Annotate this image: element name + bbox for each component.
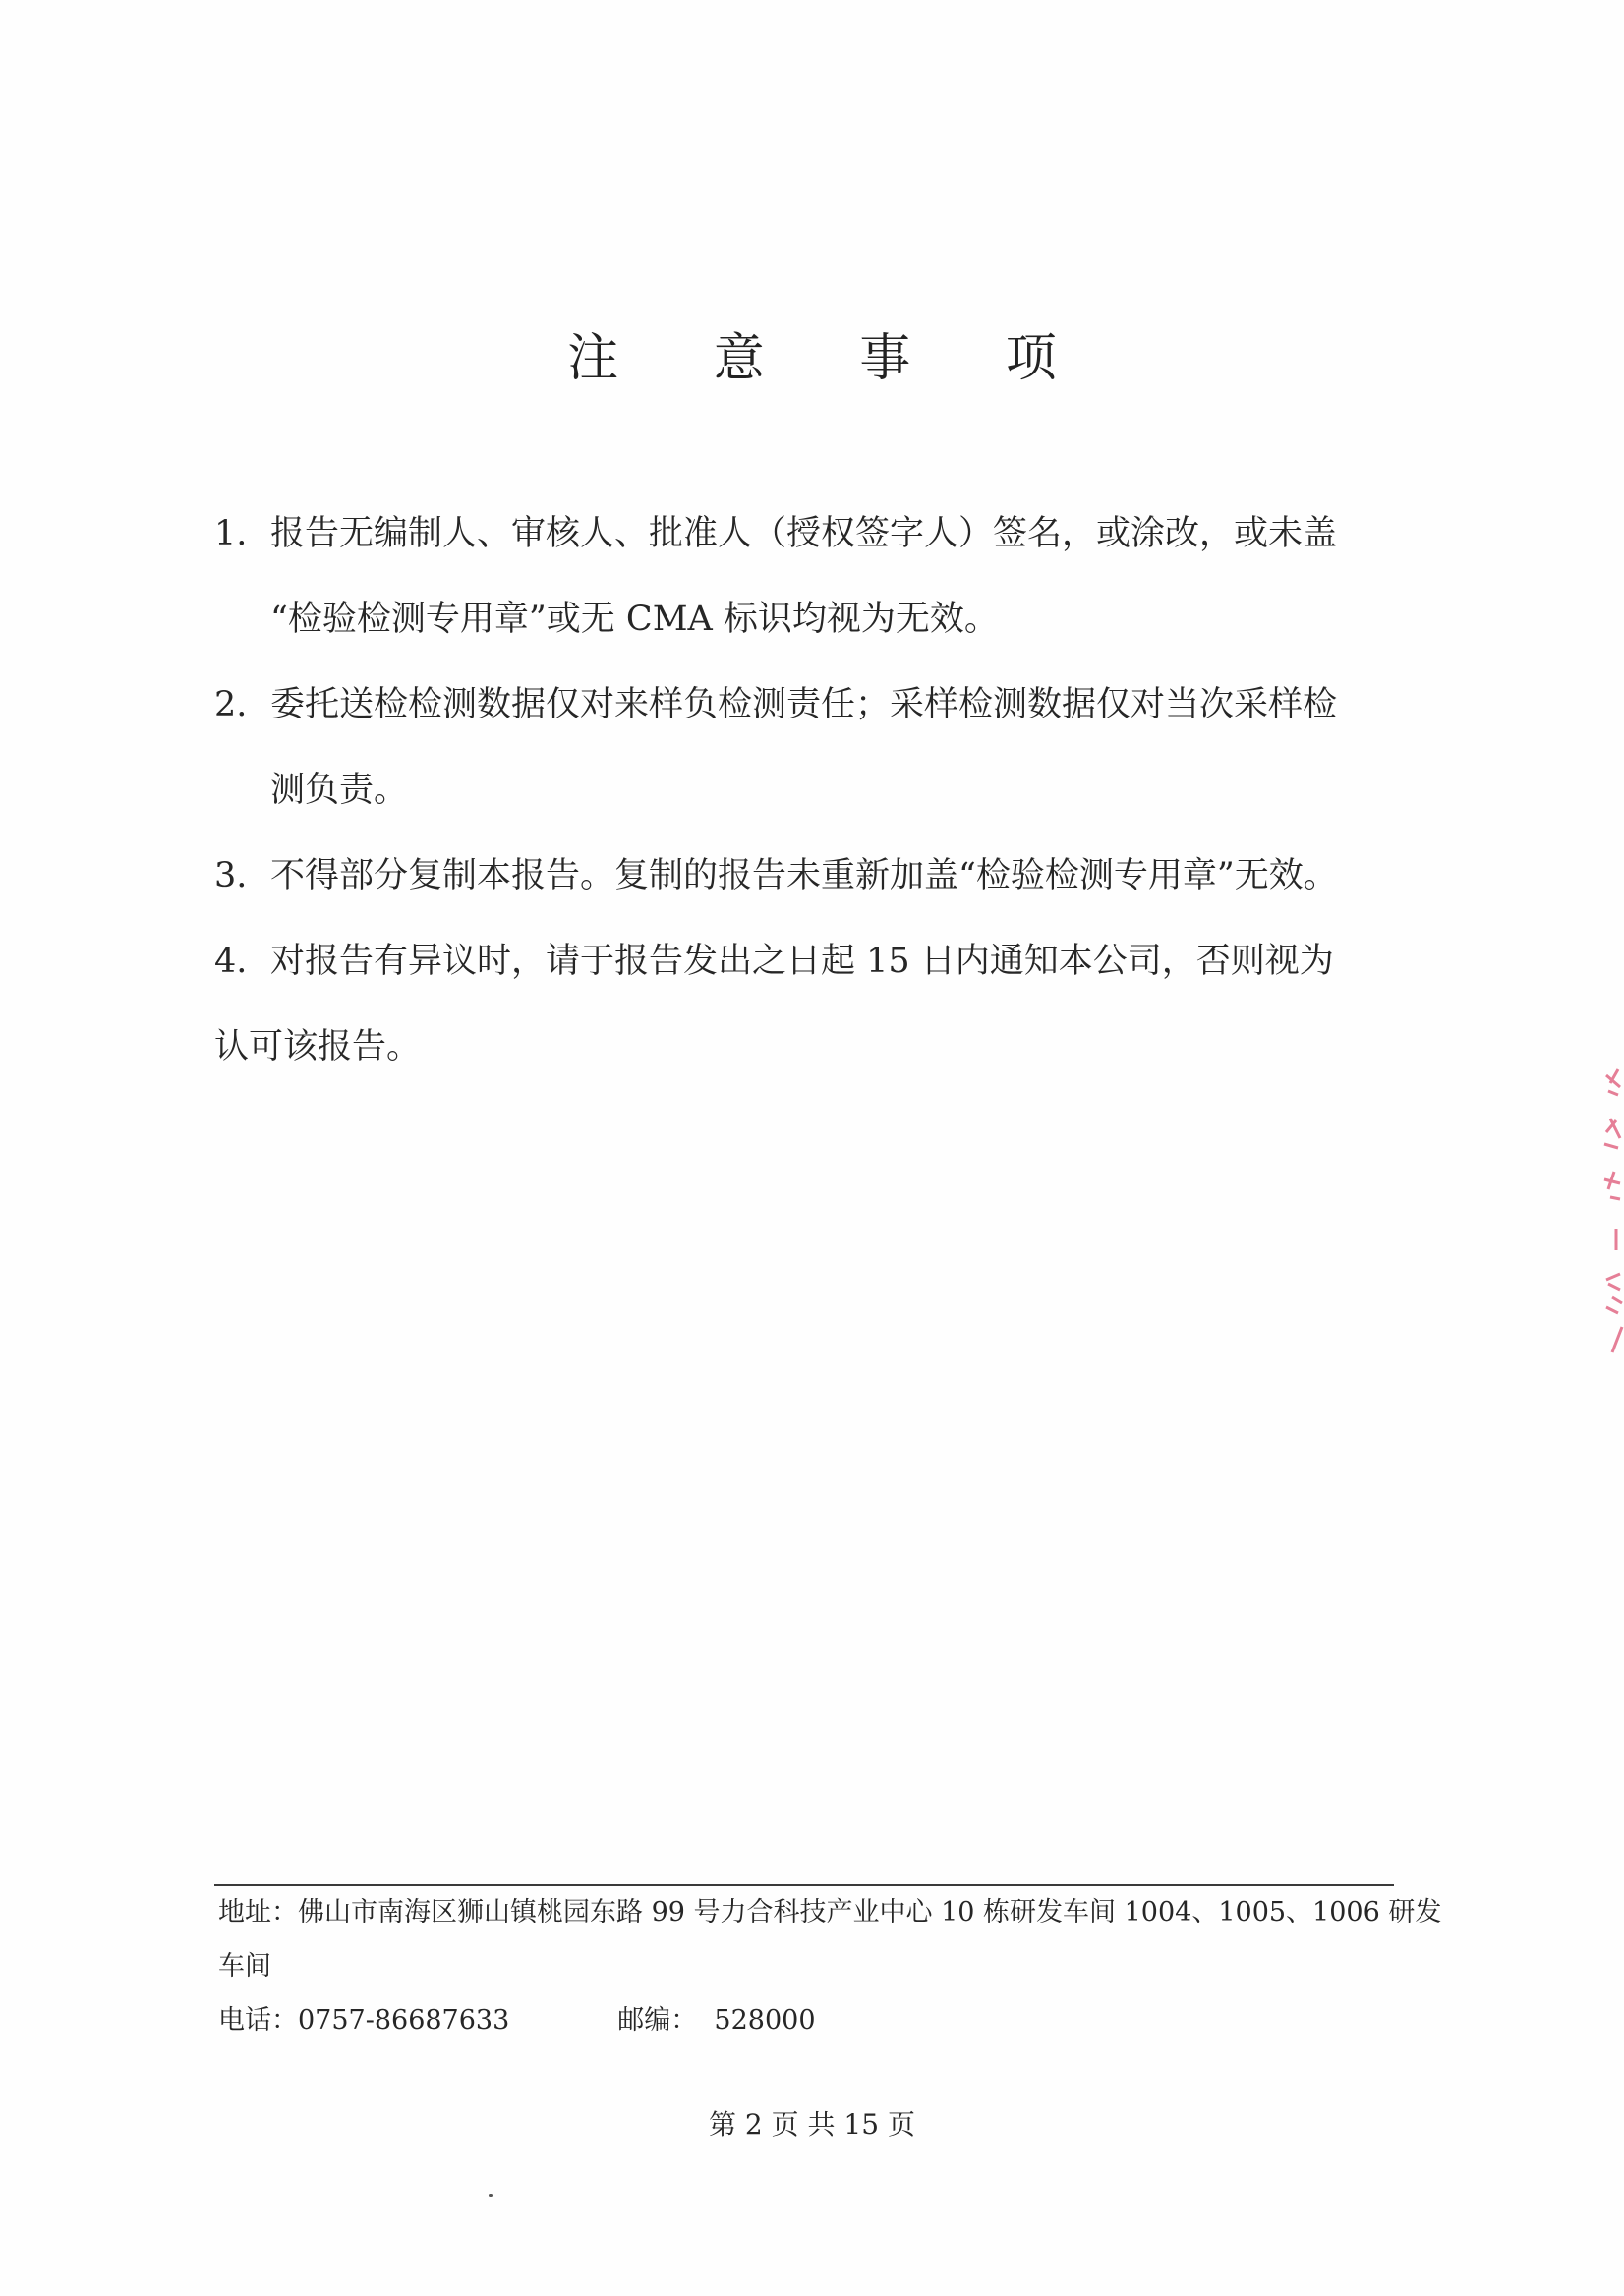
note-line	[214, 662, 1394, 748]
page-number: 第 2 页 共 15 页	[709, 2108, 915, 2141]
note-item-4	[214, 919, 1394, 1090]
footer-address-continued: 车间	[218, 1951, 271, 1981]
footer-address: 地址：佛山市南海区狮山镇桃园东路 99 号力合科技产业中心 10 栋研发车间 1004、1005、1006 研发	[218, 1897, 1442, 1927]
note-line-continued: “检验检测专用章”或无 CMA 标识均视为无效。	[270, 600, 999, 639]
note-item-2	[214, 662, 1394, 833]
footer-contact	[218, 1993, 1398, 2047]
note-text: 不得部分复制本报告。复制的报告未重新加盖“检验检测专用章”无效。	[270, 856, 1338, 895]
note-line	[214, 833, 1394, 919]
seal-stamp-fragment	[1598, 1062, 1624, 1356]
note-item-3	[214, 833, 1394, 919]
note-line	[214, 919, 1394, 1004]
note-number: 2.	[214, 685, 248, 724]
note-number: 1.	[214, 514, 248, 553]
note-line-continued: 认可该报告。	[214, 1027, 422, 1066]
note-text: 对报告有异议时，请于报告发出之日起 15 日内通知本公司，否则视为	[270, 942, 1334, 981]
note-number: 3.	[214, 856, 248, 895]
note-text: 报告无编制人、审核人、批准人（授权签字人）签名，或涂改，或未盖	[270, 514, 1338, 553]
footer	[218, 1885, 1442, 2047]
note-number: 4.	[214, 942, 248, 981]
footer-postcode: 邮编： 528000	[617, 2005, 816, 2036]
note-item-1	[214, 491, 1394, 662]
notes-list	[214, 491, 1394, 1090]
scan-speck	[489, 2194, 493, 2197]
page-title: 注 意 事 项	[567, 329, 1096, 388]
footer-phone: 电话：0757-86687633	[218, 2005, 510, 2036]
note-line-continued: 测负责。	[270, 771, 409, 810]
note-text: 委托送检检测数据仅对来样负检测责任；采样检测数据仅对当次采样检	[270, 685, 1338, 724]
note-line	[214, 491, 1394, 577]
